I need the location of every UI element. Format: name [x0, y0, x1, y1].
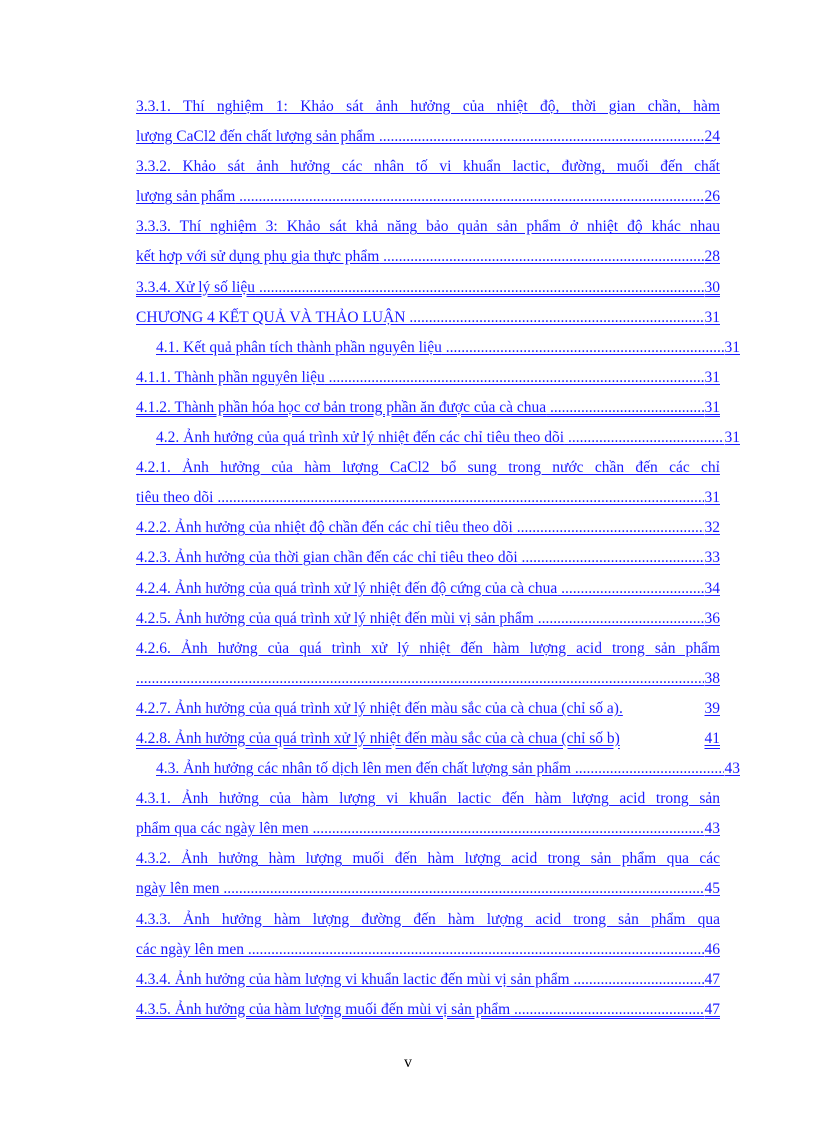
toc-entry-page-number: 45 [704, 880, 720, 898]
toc-entry[interactable] [136, 784, 720, 844]
toc-entry-leader-line[interactable] [136, 182, 720, 212]
toc-entry[interactable] [136, 303, 720, 333]
toc-entry[interactable] [136, 905, 720, 965]
toc-entry-leader-line[interactable] [136, 995, 720, 1025]
toc-entry-leader-line[interactable] [136, 122, 720, 152]
toc-entry-text: 3.3.4. Xử lý số liệu ..... [136, 273, 704, 303]
toc-entry[interactable] [136, 363, 720, 393]
toc-entry-leader-line[interactable] [136, 965, 720, 995]
toc-entry-text: 4.2.5. Ảnh hưởng của quá trình xử lý nhiệt đến mùi vị sản phẩm ..... [136, 604, 704, 634]
toc-entry-leader-line[interactable] [136, 574, 720, 604]
toc-entry-title-line[interactable]: 4.2.1. Ảnh hưởng của hàm lượng CaCl2 bổ sung trong nước chần đến các chỉ [136, 459, 720, 477]
toc-entry[interactable] [136, 754, 740, 784]
toc-entry-text: tiêu theo dõi ..... [136, 483, 704, 513]
toc-entry-page-number: 24 [704, 128, 720, 146]
toc-entry-leader-line[interactable] [136, 273, 720, 303]
toc-entry-page-number: 33 [704, 549, 720, 567]
toc-entry-page-number: 31 [724, 429, 740, 447]
toc-entry[interactable] [136, 92, 720, 152]
toc-entry-leader-line[interactable] [136, 513, 720, 543]
toc-entry-title-line[interactable]: 4.2.6. Ảnh hưởng của quá trình xử lý nhiệt đến hàm lượng acid trong sản phẩm [136, 639, 720, 657]
toc-entry-leader-line[interactable] [136, 333, 740, 363]
toc-entry-title-line[interactable]: 4.3.3. Ảnh hưởng hàm lượng đường đến hàm lượng acid trong sản phẩm qua [136, 910, 720, 928]
toc-entry-page-number: 30 [704, 278, 720, 296]
toc-entry-page-number: 31 [704, 489, 720, 507]
toc-entry[interactable] [136, 423, 740, 453]
toc-entry-page-number: 47 [704, 1000, 720, 1018]
toc-entry[interactable] [136, 844, 720, 904]
toc-entry-title-line[interactable]: 3.3.3. Thí nghiệm 3: Khảo sát khả năng bảo quản sản phẩm ở nhiệt độ khác nhau [136, 218, 720, 236]
toc-entry-text: 4.3.4. Ảnh hưởng của hàm lượng vi khuẩn lactic đến mùi vị sản phẩm ..... [136, 965, 704, 995]
toc-entry-page-number: 26 [704, 188, 720, 206]
toc-entry-page-number: 31 [704, 368, 720, 386]
toc-entry-leader-line[interactable] [136, 303, 720, 333]
toc-entry-leader-line[interactable] [136, 724, 720, 754]
toc-entry-page-number: 46 [704, 940, 720, 958]
toc-entry-title-line[interactable]: 3.3.1. Thí nghiệm 1: Khảo sát ảnh hưởng của nhiệt độ, thời gian chần, hàm [136, 98, 720, 115]
toc-entry-title-line[interactable]: 4.3.1. Ảnh hưởng của hàm lượng vi khuẩn lactic đến hàm lượng acid trong sản [136, 790, 720, 808]
toc-entry-page-number: 34 [704, 579, 720, 597]
toc-entry-leader-line[interactable] [136, 363, 720, 393]
toc-entry[interactable] [136, 453, 720, 513]
toc-entry-leader-line[interactable] [136, 814, 720, 844]
toc-entry[interactable] [136, 634, 720, 694]
toc-entry-text: 4.2.4. Ảnh hưởng của quá trình xử lý nhiệt đến độ cứng của cà chua ..... [136, 574, 704, 604]
toc-entry-leader-line[interactable] [136, 694, 720, 724]
toc-entry[interactable] [136, 393, 720, 423]
toc-entry-text: 4.2. Ảnh hưởng của quá trình xử lý nhiệt đến các chỉ tiêu theo dõi ..... [156, 423, 724, 453]
toc-entry-page-number: 31 [704, 398, 720, 416]
toc-entry-title-line[interactable]: 3.3.2. Khảo sát ảnh hưởng các nhân tố vi khuẩn lactic, đường, muối đến chất [136, 158, 720, 176]
toc-entry-page-number: 38 [704, 669, 720, 687]
toc-entry[interactable] [136, 724, 720, 754]
toc-entry-leader-line[interactable] [136, 543, 720, 573]
toc-entry[interactable] [136, 965, 720, 995]
toc-entry-page-number: 43 [724, 760, 740, 778]
toc-entry-text: 4.1.1. Thành phần nguyên liệu ..... [136, 363, 704, 393]
toc-entry-leader-line[interactable] [136, 754, 740, 784]
toc-entry-leader-line[interactable] [136, 664, 720, 694]
toc-entry-text: 4.2.2. Ảnh hưởng của nhiệt độ chần đến các chỉ tiêu theo dõi ..... [136, 513, 704, 543]
toc-entry-leader-line[interactable] [136, 242, 720, 272]
toc-entry[interactable] [136, 574, 720, 604]
toc-entry-text [136, 664, 704, 694]
toc-entry-text: 4.2.7. Ảnh hưởng của quá trình xử lý nhiệt đến màu sắc của cà chua (chỉ số a). [136, 699, 623, 717]
toc-entry-text: phẩm qua các ngày lên men ..... [136, 814, 704, 844]
toc-entry[interactable] [136, 694, 720, 724]
toc-entry-text: 4.1. Kết quả phân tích thành phần nguyên liệu ..... [156, 333, 724, 363]
toc-entry-leader-line[interactable] [136, 483, 720, 513]
table-of-contents [136, 92, 740, 1025]
toc-entry-text: 4.3.5. Ảnh hưởng của hàm lượng muối đến mùi vị sản phẩm ..... [136, 995, 704, 1025]
toc-entry-title-line[interactable]: 4.3.2. Ảnh hưởng hàm lượng muối đến hàm lượng acid trong sản phẩm qua các [136, 850, 720, 868]
toc-entry[interactable] [136, 212, 720, 272]
toc-entry-page-number: 43 [704, 820, 720, 838]
toc-entry-text: lượng CaCl2 đến chất lượng sản phẩm ..... [136, 122, 704, 152]
toc-entry[interactable] [136, 513, 720, 543]
toc-entry-text: kết hợp với sử dụng phụ gia thực phẩm ..... [136, 242, 704, 272]
toc-entry[interactable] [136, 333, 740, 363]
toc-entry[interactable] [136, 152, 720, 212]
toc-entry[interactable] [136, 604, 720, 634]
toc-entry-page-number: 31 [704, 308, 720, 326]
toc-entry-text: 4.3. Ảnh hưởng các nhân tố dịch lên men đến chất lượng sản phẩm ..... [156, 754, 724, 784]
toc-entry-page-number: 31 [724, 338, 740, 356]
toc-entry[interactable] [136, 543, 720, 573]
toc-entry-page-number: 39 [704, 699, 720, 717]
toc-entry-text: ngày lên men ..... [136, 874, 704, 904]
toc-entry-page-number: 41 [704, 729, 720, 747]
toc-entry-text: CHƯƠNG 4 KẾT QUẢ VÀ THẢO LUẬN ..... [136, 303, 704, 333]
toc-entry-leader-line[interactable] [136, 604, 720, 634]
toc-entry-leader-line[interactable] [136, 393, 720, 423]
toc-entry-text: 4.1.2. Thành phần hóa học cơ bản trong phần ăn được của cà chua ..... [136, 393, 704, 423]
toc-entry[interactable] [136, 995, 720, 1025]
toc-entry-leader-line[interactable] [136, 874, 720, 904]
toc-entry-page-number: 36 [704, 609, 720, 627]
toc-entry[interactable] [136, 273, 720, 303]
toc-entry-page-number: 28 [704, 248, 720, 266]
page-number: v [404, 1054, 412, 1071]
toc-entry-text: 4.2.8. Ảnh hưởng của quá trình xử lý nhiệt đến màu sắc của cà chua (chỉ số b) [136, 729, 620, 747]
toc-entry-text: 4.2.3. Ảnh hưởng của thời gian chần đến các chỉ tiêu theo dõi ..... [136, 543, 704, 573]
toc-entry-text: các ngày lên men ..... [136, 935, 704, 965]
toc-entry-text: lượng sản phẩm ..... [136, 182, 704, 212]
toc-entry-page-number: 32 [704, 519, 720, 537]
toc-entry-page-number: 47 [704, 970, 720, 988]
toc-entry-leader-line[interactable] [136, 423, 740, 453]
toc-entry-leader-line[interactable] [136, 935, 720, 965]
